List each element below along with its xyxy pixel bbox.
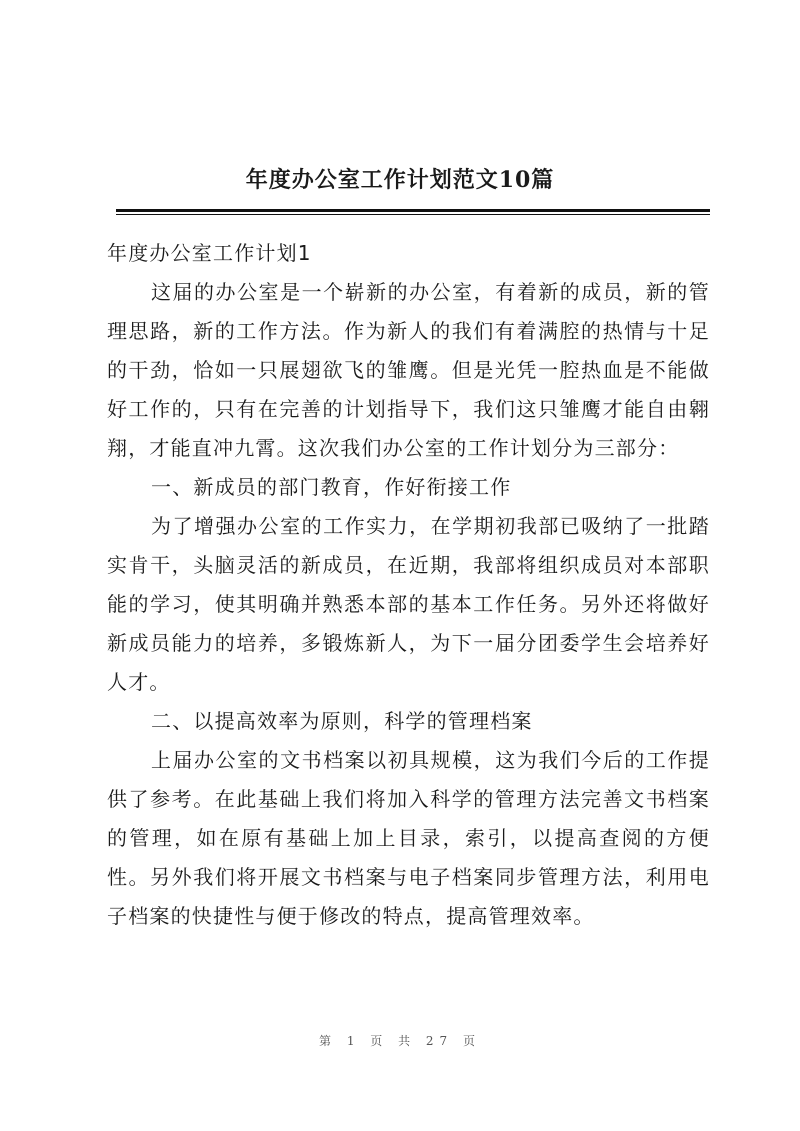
subheading-one: 一、新成员的部门教育，作好衔接工作 xyxy=(151,475,512,499)
title-divider-thick xyxy=(116,209,710,212)
subheading-two: 二、以提高效率为原则，科学的管理档案 xyxy=(151,709,533,733)
paragraph-intro: 这届的办公室是一个崭新的办公室，有着新的成员，新的管理思路，新的工作方法。作为新人的我们有着满腔的热情与十足的干劲，恰如一只展翅欲飞的雏鹰。但是光凭一腔热血是不能做好工作的，只有在完善的计划指导下，我们这只雏鹰才能自由翱翔，才能直冲九霄。这次我们办公室的工作计划分为三部分： xyxy=(107,280,710,460)
paragraph-two: 上届办公室的文书档案以初具规模，这为我们今后的工作提供了参考。在此基础上我们将加入科学的管理方法完善文书档案的管理，如在原有基础上加上目录，索引，以提高查阅的方便性。另外我们将开展文书档案与电子档案同步管理方法，利用电子档案的快捷性与便于修改的特点，提高管理效率。 xyxy=(107,748,710,928)
page-footer: 第 1 页 共 27 页 xyxy=(319,1034,481,1048)
section-heading: 年度办公室工作计划1 xyxy=(107,241,312,265)
document-title: 年度办公室工作计划范文10篇 xyxy=(245,167,555,193)
title-divider-thin xyxy=(116,214,710,215)
paragraph-one: 为了增强办公室的工作实力，在学期初我部已吸纳了一批踏实肯干，头脑灵活的新成员，在近期，我部将组织成员对本部职能的学习，使其明确并熟悉本部的基本工作任务。另外还将做好新成员能力的培养，多锻炼新人，为下一届分团委学生会培养好人才。 xyxy=(107,514,710,694)
document-body xyxy=(107,234,710,936)
